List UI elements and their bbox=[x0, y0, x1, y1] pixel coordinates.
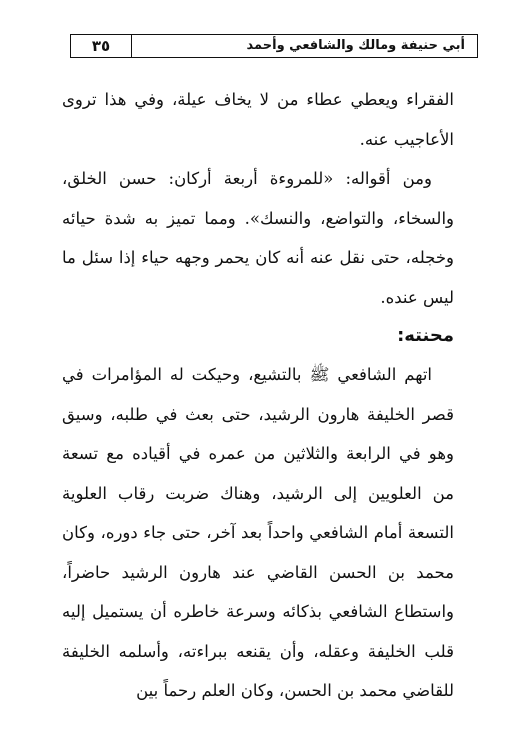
section-paragraph: اتهم الشافعي ﷺ بالتشيع، وحيكت له المؤامرات في قصر الخليفة هارون الرشيد، حتى بعث في طلبه، وسيق وهو في الرابعة والثلاثين من عمره في أقياده مع تسعة من العلويين إلى الرشيد، وهناك ضربت رقاب العلوية التسعة أمام الشافعي واحداً بعد آخر، حتى جاء دوره، وكان محمد بن الحسن القاضي عند هارون الرشيد حاضراً، واستطاع الشافعي بذكائه وسرعة خاطره أن يستميل إليه قلب الخليفة وعقله، وأن يقنعه ببراءته، وأسلمه الخليفة للقاضي محمد بن الحسن، وكان العلم رحماً بين bbox=[62, 365, 454, 700]
page-number-box bbox=[70, 34, 132, 58]
running-title: أبي حنيفة ومالك والشافعي وأحمد bbox=[246, 38, 465, 53]
page-body bbox=[62, 80, 454, 711]
paragraph-1: الفقراء ويعطي عطاء من لا يخاف عيلة، وفي هذا تروى الأعاجيب عنه. bbox=[62, 90, 454, 149]
paragraph-2: ومن أقواله: «للمروءة أربعة أركان: حسن الخلق، والسخاء، والتواضع، والنسك». ومما تميز به شدة حيائه وخجله، حتى نقل عنه أنه كان يحمر وجهه حياء إذا سئل ما ليس عنده. bbox=[62, 169, 454, 307]
page-number: ٣٥ bbox=[91, 37, 111, 55]
section-heading: محنته: bbox=[397, 325, 454, 346]
